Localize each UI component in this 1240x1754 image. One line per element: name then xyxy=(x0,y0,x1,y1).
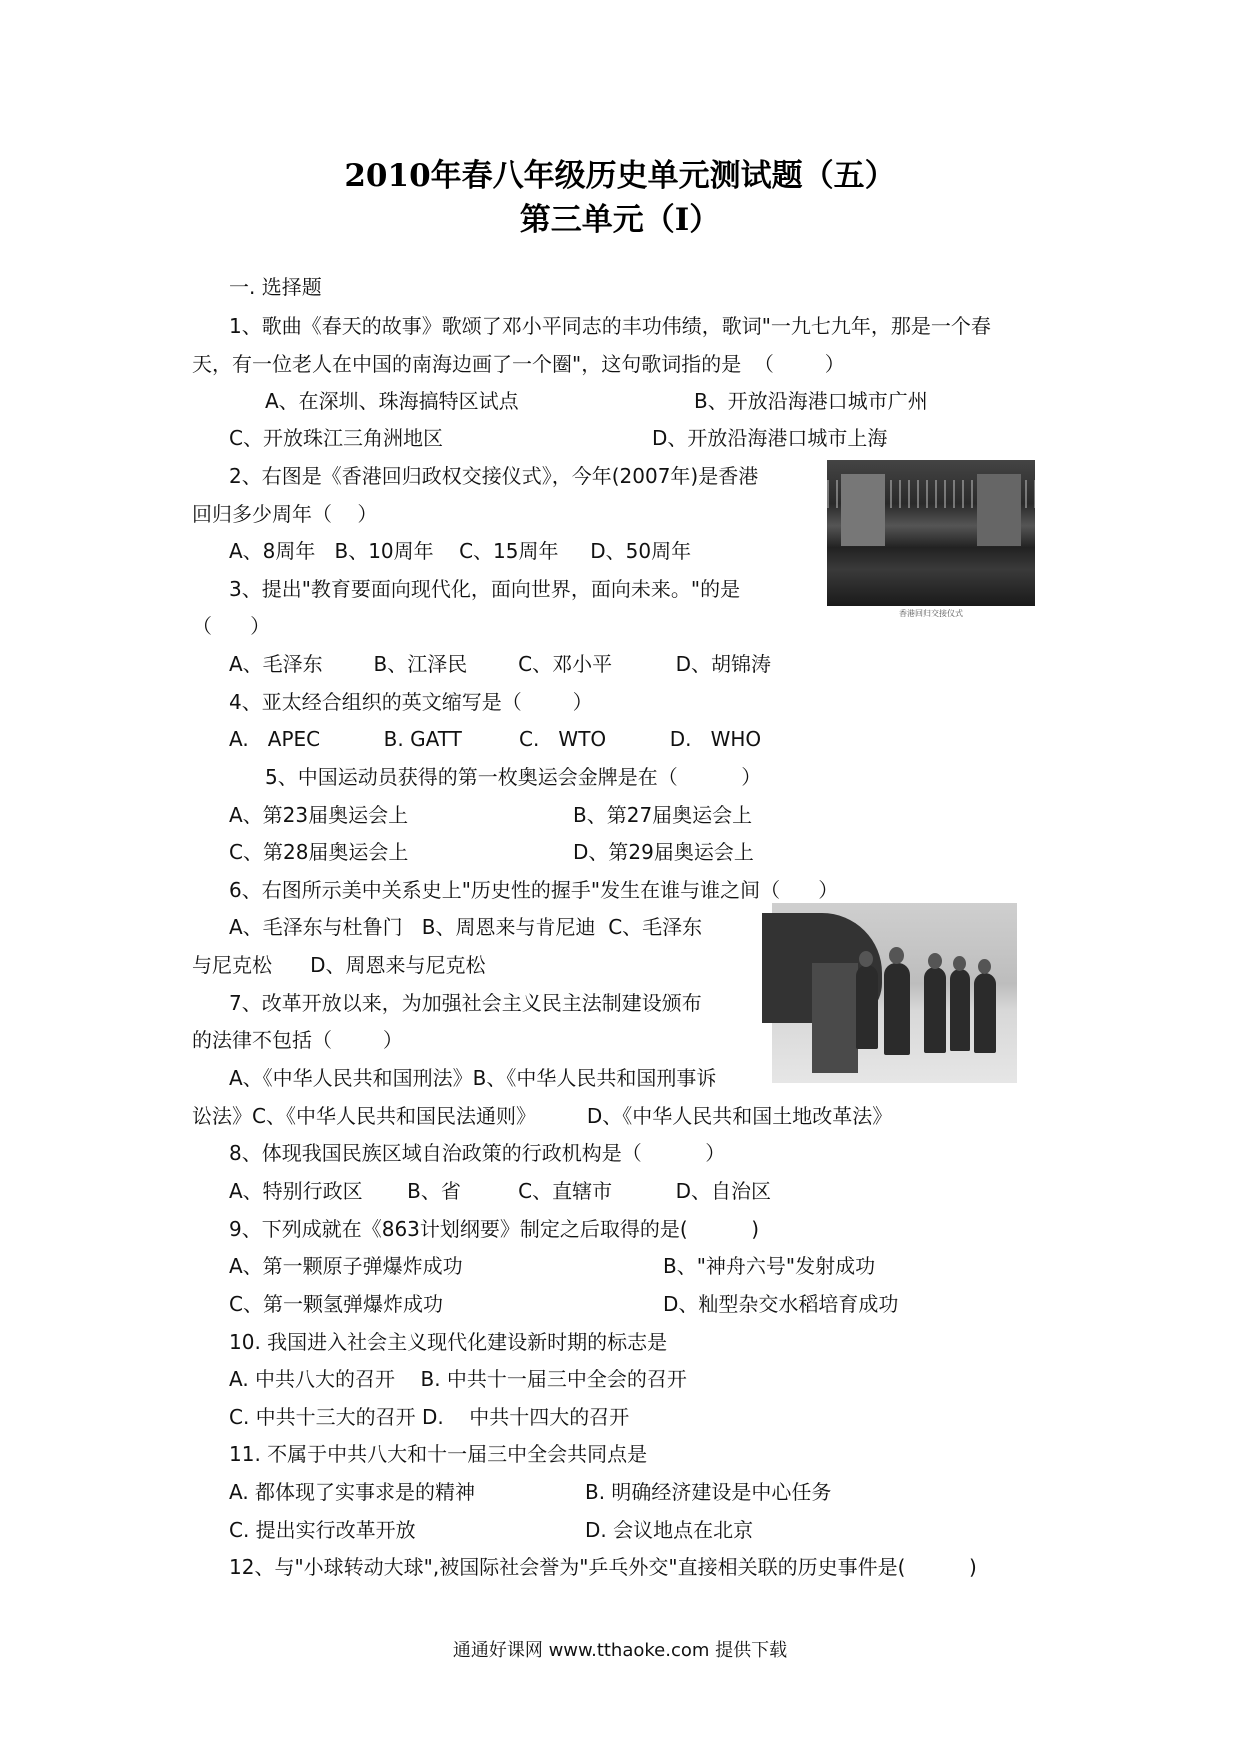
person-figure xyxy=(974,973,996,1053)
question-1-line-1: 1、歌曲《春天的故事》歌颂了邓小平同志的丰功伟绩，歌词"一九七九年，那是一个春 xyxy=(229,314,991,338)
person-head xyxy=(953,956,966,971)
page-subtitle: 第三单元（Ⅰ） xyxy=(519,202,721,238)
handshake-photo xyxy=(772,903,1017,1083)
question-1-line-2: 天，有一位老人在中国的南海边画了一个圈"，这句歌词指的是 （ ） xyxy=(192,352,845,376)
question-12: 12、与"小球转动大球",被国际社会誉为"乒乓外交"直接相关联的历史事件是( ) xyxy=(229,1555,977,1579)
question-5-option-d: D、第29届奥运会上 xyxy=(573,840,754,864)
person-figure xyxy=(924,967,946,1053)
question-9-option-b: B、"神舟六号"发射成功 xyxy=(663,1254,876,1278)
question-3-line-2: （ ） xyxy=(192,614,271,638)
question-5-option-a: A、第23届奥运会上 xyxy=(229,803,409,827)
question-11-option-c: C. 提出实行改革开放 xyxy=(229,1518,416,1542)
question-10-options-cd: C. 中共十三大的召开 D. 中共十四大的召开 xyxy=(229,1405,630,1429)
person-head xyxy=(928,953,942,969)
handover-ceremony-photo xyxy=(827,460,1035,618)
handshake-image xyxy=(772,903,1017,1083)
question-5: 5、中国运动员获得的第一枚奥运会金牌是在（ ） xyxy=(265,765,762,789)
person-figure xyxy=(856,965,878,1049)
flag-right xyxy=(977,474,1021,546)
question-7-line-1: 7、改革开放以来，为加强社会主义民主法制建设颁布 xyxy=(229,991,702,1015)
question-7-line-2: 的法律不包括（ ） xyxy=(192,1028,403,1052)
question-11: 11. 不属于中共八大和十一届三中全会共同点是 xyxy=(229,1442,648,1466)
question-2-line-2: 回归多少周年（ ） xyxy=(192,502,378,526)
question-11-option-a: A. 都体现了实事求是的精神 xyxy=(229,1480,476,1504)
question-9-option-a: A、第一颗原子弹爆炸成功 xyxy=(229,1254,463,1278)
page-footer: 通通好课网 www.tthaoke.com 提供下载 xyxy=(452,1640,788,1661)
question-9-option-d: D、籼型杂交水稻培育成功 xyxy=(663,1292,899,1316)
question-11-option-b: B. 明确经济建设是中心任务 xyxy=(585,1480,832,1504)
question-1-option-b: B、开放沿海港口城市广州 xyxy=(694,389,928,413)
question-5-option-c: C、第28届奥运会上 xyxy=(229,840,409,864)
question-10: 10. 我国进入社会主义现代化建设新时期的标志是 xyxy=(229,1330,668,1354)
person-head xyxy=(859,951,873,967)
question-7-line-4: 讼法》C、《中华人民共和国民法通则》 D、《中华人民共和国土地改革法》 xyxy=(192,1104,893,1128)
person-figure xyxy=(884,963,910,1055)
question-3-line-1: 3、提出"教育要面向现代化，面向世界，面向未来。"的是 xyxy=(229,577,741,601)
question-1-option-d: D、开放沿海港口城市上海 xyxy=(652,426,888,450)
question-5-option-b: B、第27届奥运会上 xyxy=(573,803,753,827)
question-7-line-3: A、《中华人民共和国刑法》B、《中华人民共和国刑事诉 xyxy=(229,1066,717,1090)
person-figure xyxy=(950,969,970,1051)
airplane-stairs xyxy=(812,963,858,1073)
question-11-option-d: D. 会议地点在北京 xyxy=(585,1518,754,1542)
question-8: 8、体现我国民族区域自治政策的行政机构是（ ） xyxy=(229,1141,726,1165)
question-1-option-a: A、在深圳、珠海搞特区试点 xyxy=(265,389,519,413)
question-6-options-line-2: 与尼克松 D、周恩来与尼克松 xyxy=(192,953,486,977)
person-head xyxy=(978,959,991,974)
question-1-option-c: C、开放珠江三角洲地区 xyxy=(229,426,443,450)
question-4: 4、亚太经合组织的英文缩写是（ ） xyxy=(229,690,593,714)
photo-caption: 香港回归交接仪式 xyxy=(899,609,963,618)
page-title: 2010年春八年级历史单元测试题（五） xyxy=(344,158,896,194)
question-2-options: A、8周年 B、10周年 C、15周年 D、50周年 xyxy=(229,539,692,563)
person-head xyxy=(889,947,904,964)
flag-left xyxy=(841,474,885,546)
question-10-options-ab: A. 中共八大的召开 B. 中共十一届三中全会的召开 xyxy=(229,1367,687,1391)
ceremony-image xyxy=(827,460,1035,606)
section-heading: 一. 选择题 xyxy=(229,275,322,299)
question-8-options: A、特别行政区 B、省 C、直辖市 D、自治区 xyxy=(229,1179,772,1203)
question-6: 6、右图所示美中关系史上"历史性的握手"发生在谁与谁之间（ ） xyxy=(229,878,839,902)
question-2-line-1: 2、右图是《香港回归政权交接仪式》，今年(2007年)是香港 xyxy=(229,464,759,488)
question-3-options: A、毛泽东 B、江泽民 C、邓小平 D、胡锦涛 xyxy=(229,652,772,676)
question-9: 9、下列成就在《863计划纲要》制定之后取得的是( ) xyxy=(229,1217,760,1241)
question-9-option-c: C、第一颗氢弹爆炸成功 xyxy=(229,1292,443,1316)
question-4-options: A. APEC B. GATT C. WTO D. WHO xyxy=(229,727,762,751)
question-6-options-line-1: A、毛泽东与杜鲁门 B、周恩来与肯尼迪 C、毛泽东 xyxy=(229,915,703,939)
